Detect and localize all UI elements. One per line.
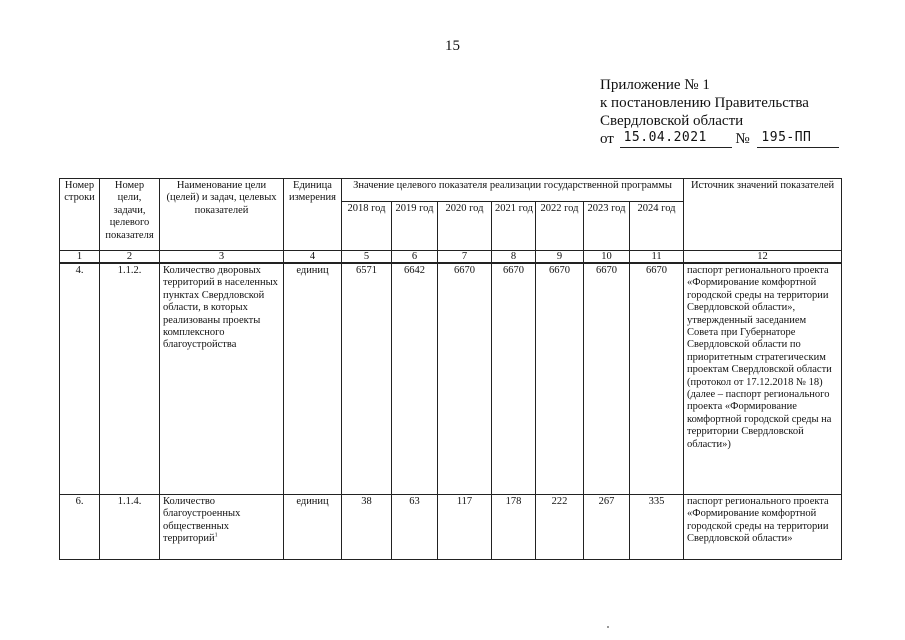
- column-number: 6: [392, 251, 438, 264]
- cell-source: паспорт регионального проекта «Формирование комфортной городской среды на территории Свердловской области»: [684, 495, 842, 560]
- header-row-number: Номер строки: [60, 179, 100, 251]
- cell-value: 222: [536, 495, 584, 560]
- page-number: 15: [445, 38, 460, 54]
- header-year: 2018 год: [342, 202, 392, 251]
- column-number: 2: [100, 251, 160, 264]
- column-number: 10: [584, 251, 630, 264]
- cell-goal-number: 1.1.4.: [100, 495, 160, 560]
- cell-value: 38: [342, 495, 392, 560]
- header-values-group: Значение целевого показателя реализации государственной программы: [342, 179, 684, 202]
- cell-value: 6642: [392, 263, 438, 495]
- header-year: 2020 год: [438, 202, 492, 251]
- cell-value: 178: [492, 495, 536, 560]
- appendix-decree-line: к постановлению Правительства: [600, 95, 809, 111]
- cell-value: 6670: [536, 263, 584, 495]
- appendix-block: [600, 76, 880, 148]
- table-header-row: [60, 179, 842, 202]
- cell-goal-number: 1.1.2.: [100, 263, 160, 495]
- date-prefix: от: [600, 131, 614, 147]
- number-prefix: №: [735, 131, 750, 147]
- column-number: 7: [438, 251, 492, 264]
- date-value: 15.04.2021: [623, 130, 707, 145]
- cell-name-with-footnote: [160, 495, 284, 560]
- column-number: 9: [536, 251, 584, 264]
- cell-value: 6670: [492, 263, 536, 495]
- column-number: 8: [492, 251, 536, 264]
- cell-name: Количество дворовых территорий в населенных пунктах Свердловской области, в которых реализованы проекты комплексного благоустройства: [160, 263, 284, 495]
- header-year: 2022 год: [536, 202, 584, 251]
- cell-value: 6571: [342, 263, 392, 495]
- cell-unit: единиц: [284, 495, 342, 560]
- appendix-date-number-line: [600, 130, 880, 148]
- date-field: [620, 132, 732, 148]
- header-name: Наименование цели (целей) и задач, целевых показателей: [160, 179, 284, 251]
- indicators-table: [59, 178, 842, 560]
- footnote-marker: 1: [214, 532, 218, 539]
- cell-name: Количество благоустроенных общественных территорий: [163, 496, 241, 545]
- cell-row-number: 4.: [60, 263, 100, 495]
- cell-value: 63: [392, 495, 438, 560]
- column-number: 1: [60, 251, 100, 264]
- cell-value: 117: [438, 495, 492, 560]
- column-number: 3: [160, 251, 284, 264]
- cell-value: 6670: [630, 263, 684, 495]
- column-number: 5: [342, 251, 392, 264]
- cell-value: 335: [630, 495, 684, 560]
- table-row: [60, 495, 842, 560]
- header-year: 2023 год: [584, 202, 630, 251]
- header-year: 2024 год: [630, 202, 684, 251]
- cell-value: 267: [584, 495, 630, 560]
- header-goal-number: Номер цели, задачи, целевого показателя: [100, 179, 160, 251]
- header-unit: Единица измерения: [284, 179, 342, 251]
- scan-speck: [607, 626, 609, 628]
- cell-row-number: 6.: [60, 495, 100, 560]
- cell-value: 6670: [584, 263, 630, 495]
- column-number-row: [60, 251, 842, 264]
- column-number: 12: [684, 251, 842, 264]
- header-year: 2019 год: [392, 202, 438, 251]
- header-year: 2021 год: [492, 202, 536, 251]
- header-source: Источник значений показателей: [684, 179, 842, 251]
- number-field: [757, 132, 839, 148]
- cell-value: 6670: [438, 263, 492, 495]
- table-row: [60, 263, 842, 495]
- number-value: 195-ПП: [761, 130, 812, 145]
- cell-unit: единиц: [284, 263, 342, 495]
- appendix-title: Приложение № 1: [600, 77, 710, 93]
- appendix-region-line: Свердловской области: [600, 113, 744, 129]
- column-number: 4: [284, 251, 342, 264]
- column-number: 11: [630, 251, 684, 264]
- cell-source: паспорт регионального проекта «Формирование комфортной городской среды на территории Свердловской области», утвержденный заседанием Совета при Губернаторе Свердловской области по приоритетным стратегическим проектам Свердловской области (протокол от 17.12.2018 № 18) (далее – паспорт регионального проекта «Формирование комфортной городской среды на территории Свердловской области»): [684, 263, 842, 495]
